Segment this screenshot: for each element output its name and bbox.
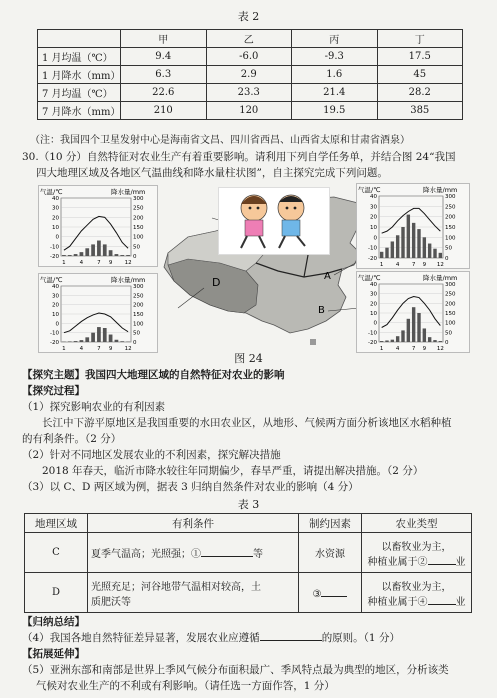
limit-cell bbox=[299, 573, 362, 613]
chart-header-temp: 气温/℃ bbox=[40, 276, 63, 284]
header-region: 地理区域 bbox=[25, 514, 88, 533]
month-tick-label: 7 bbox=[97, 346, 101, 352]
month-tick-label: 9 bbox=[422, 262, 427, 268]
q4-prefix: （4）我国各地自然特征差异显著，发展农业应遵循 bbox=[22, 632, 260, 644]
precip-tick-label: 100 bbox=[445, 320, 456, 327]
region-cell: C bbox=[25, 533, 88, 573]
precip-bar bbox=[407, 215, 410, 258]
precip-tick-label: 50 bbox=[445, 330, 452, 337]
month-tick-label: 4 bbox=[79, 260, 84, 266]
temp-tick-label: 40 bbox=[370, 282, 377, 288]
favorable-cell bbox=[88, 533, 299, 573]
month-tick-label: 7 bbox=[411, 346, 416, 352]
limit-prefix: ③ bbox=[312, 588, 322, 600]
precip-bar bbox=[439, 341, 442, 342]
temp-tick-label: -10 bbox=[368, 245, 377, 252]
agri-type-line1: 以畜牧业为主， bbox=[381, 581, 452, 593]
precip-tick-label: 0 bbox=[445, 256, 449, 262]
table2-header-bing: 丙 bbox=[292, 30, 378, 48]
temp-tick-label: 10 bbox=[52, 225, 59, 231]
month-tick-label: 9 bbox=[108, 260, 113, 266]
precip-tick-label: 300 bbox=[445, 282, 456, 288]
month-tick-label: 1 bbox=[379, 346, 384, 352]
temp-tick-label: 0 bbox=[373, 320, 377, 327]
temp-tick-label: -10 bbox=[50, 330, 59, 337]
favorable-line2: 质肥沃等 bbox=[91, 596, 131, 608]
temperature-line bbox=[382, 297, 441, 328]
header-favorable: 有利条件 bbox=[88, 514, 299, 533]
precip-bar bbox=[91, 244, 95, 256]
table-row bbox=[38, 84, 463, 102]
precip-bar bbox=[115, 340, 119, 342]
chart-header-precip: 降水量/mm bbox=[111, 188, 146, 196]
row-label: 1 月均温（℃） bbox=[38, 48, 121, 66]
precip-tick-label: 200 bbox=[133, 215, 144, 222]
climate-chart-svg bbox=[39, 274, 157, 352]
agri-type-cell bbox=[362, 573, 472, 613]
process-heading: 【探究过程】 bbox=[22, 385, 85, 397]
temp-tick-label: 10 bbox=[370, 311, 377, 317]
precip-tick-label: 200 bbox=[445, 301, 456, 308]
month-tick-label: 9 bbox=[108, 346, 113, 352]
month-tick-label: 9 bbox=[422, 346, 427, 352]
cell: 2.9 bbox=[206, 66, 292, 84]
summary-heading: 【归纳总结】 bbox=[22, 616, 85, 628]
month-tick-label: 1 bbox=[62, 260, 66, 266]
cell: 23.3 bbox=[206, 84, 292, 102]
favorable-text: 夏季气温高；光照强；① bbox=[91, 549, 201, 560]
favorable-suffix: 等 bbox=[253, 549, 263, 560]
temp-tick-label: -20 bbox=[368, 340, 377, 346]
temp-tick-label: 40 bbox=[52, 284, 59, 290]
climate-chart-svg bbox=[357, 184, 469, 268]
precip-tick-label: 300 bbox=[133, 284, 144, 290]
cell: 17.5 bbox=[377, 48, 463, 66]
precip-bar bbox=[433, 340, 436, 342]
precip-tick-label: 200 bbox=[445, 214, 456, 221]
cartoon-kids bbox=[218, 187, 330, 255]
temp-tick-label: 30 bbox=[52, 293, 59, 300]
temp-tick-label: -20 bbox=[368, 256, 377, 262]
precip-bar bbox=[385, 248, 388, 258]
limit-cell: 水资源 bbox=[299, 533, 362, 573]
precip-tick-label: 300 bbox=[133, 196, 144, 202]
precip-bar bbox=[85, 248, 89, 256]
row-label: 1 月降水（mm） bbox=[38, 66, 121, 84]
precip-bar bbox=[97, 327, 101, 342]
temp-tick-label: -10 bbox=[368, 330, 377, 337]
table2-header-jia: 甲 bbox=[121, 30, 207, 48]
q5-line1: （5）亚洲东部和南部是世界上季风气候分布面积最广、季风特点最为典型的地区，分析该类 bbox=[22, 664, 449, 676]
climate-chart-d bbox=[38, 273, 158, 353]
region-label-d bbox=[212, 276, 220, 289]
precip-bar bbox=[126, 255, 130, 256]
climate-chart-svg bbox=[39, 186, 157, 266]
q4-line bbox=[22, 630, 400, 645]
answer-blank-4[interactable] bbox=[428, 594, 456, 605]
precip-bar bbox=[120, 255, 124, 256]
precip-bar bbox=[401, 227, 404, 258]
climate-chart-svg bbox=[357, 272, 469, 352]
month-tick-label: 12 bbox=[124, 346, 132, 352]
precip-tick-label: 100 bbox=[445, 235, 456, 242]
precip-bar bbox=[407, 319, 410, 342]
row-label: 7 月均温（℃） bbox=[38, 84, 121, 102]
precip-bar bbox=[396, 235, 399, 258]
temperature-line bbox=[64, 216, 128, 250]
table-row bbox=[38, 48, 463, 66]
month-tick-label: 12 bbox=[436, 346, 444, 352]
precip-tick-label: 300 bbox=[445, 194, 456, 200]
kids-illustration bbox=[219, 188, 329, 254]
temp-tick-label: 30 bbox=[370, 204, 377, 211]
chart-header-precip: 降水量/mm bbox=[423, 186, 458, 194]
agri-type-prefix: 种植业属于④ bbox=[367, 596, 428, 608]
answer-blank-2[interactable] bbox=[428, 554, 456, 565]
precip-bar bbox=[423, 328, 426, 342]
table-row bbox=[25, 533, 472, 573]
chart-header-temp: 气温/℃ bbox=[358, 274, 381, 282]
month-tick-label: 1 bbox=[379, 262, 384, 268]
cell: 120 bbox=[206, 102, 292, 120]
precip-bar bbox=[109, 250, 113, 256]
precip-bar bbox=[385, 340, 388, 342]
cell: 45 bbox=[377, 66, 463, 84]
cell: 9.4 bbox=[121, 48, 207, 66]
q2-title: （2）针对不同地区发展农业的不利因素，探究解决措施 bbox=[22, 449, 281, 461]
precip-bar bbox=[115, 254, 119, 256]
temp-tick-label: 0 bbox=[373, 235, 377, 242]
climate-chart-c bbox=[38, 185, 158, 267]
cell: 28.2 bbox=[377, 84, 463, 102]
climate-chart-a bbox=[356, 183, 470, 269]
precip-bar bbox=[68, 255, 72, 256]
temp-tick-label: 40 bbox=[52, 196, 59, 202]
precip-tick-label: 100 bbox=[133, 321, 144, 328]
precip-tick-label: 0 bbox=[445, 340, 449, 346]
answer-blank-3[interactable] bbox=[321, 586, 347, 597]
q4-suffix: 的原则。（1 分） bbox=[321, 632, 400, 644]
cell: -9.3 bbox=[292, 48, 378, 66]
precip-bar bbox=[428, 244, 431, 258]
precip-bar bbox=[412, 307, 415, 342]
q1-title: （1）探究影响农业的有利因素 bbox=[22, 401, 166, 413]
table-row bbox=[38, 66, 463, 84]
q1-body-line2: 的有利条件。（2 分） bbox=[22, 433, 122, 445]
chart-header-precip: 降水量/mm bbox=[423, 274, 458, 282]
q1-body-line1: 长江中下游平原地区是我国重要的水田农业区，从地形、气候两方面分析该地区水稻种植 bbox=[42, 417, 452, 429]
chart-header-temp: 气温/℃ bbox=[40, 188, 63, 196]
region-cell: D bbox=[25, 573, 88, 613]
precip-bar bbox=[423, 237, 426, 258]
cell: 385 bbox=[377, 102, 463, 120]
precip-bar bbox=[68, 341, 72, 342]
agri-type-cell bbox=[362, 533, 472, 573]
header-agri-type: 农业类型 bbox=[362, 514, 472, 533]
temp-tick-label: 10 bbox=[370, 225, 377, 231]
precip-bar bbox=[80, 340, 84, 342]
temp-tick-label: -10 bbox=[50, 244, 59, 251]
answer-blank-1[interactable] bbox=[201, 546, 253, 557]
cell: 6.3 bbox=[121, 66, 207, 84]
temp-tick-label: 30 bbox=[370, 291, 377, 298]
precip-bar bbox=[62, 255, 66, 256]
cell: 210 bbox=[121, 102, 207, 120]
row-label: 7 月降水（mm） bbox=[38, 102, 121, 120]
precip-tick-label: 100 bbox=[133, 234, 144, 241]
cell: 22.6 bbox=[121, 84, 207, 102]
cell: 19.5 bbox=[292, 102, 378, 120]
agri-type-suffix: 业 bbox=[455, 556, 466, 568]
q3-title: （3）以 C、D 两区域为例，据表 3 归纳自然条件对农业的影响（4 分） bbox=[22, 481, 359, 493]
precip-tick-label: 50 bbox=[445, 245, 452, 252]
temp-tick-label: 10 bbox=[52, 312, 59, 318]
table3-header-row bbox=[25, 514, 472, 533]
q30-line2: 四大地理区域及各地区气温曲线和降水量柱状图”，自主探究完成下列问题。 bbox=[36, 167, 388, 179]
q30-line1: 30.（10 分）自然特征对农业生产有着重要影响。请利用下列自学任务单，并结合图 24“我国 bbox=[22, 151, 456, 163]
temp-tick-label: 0 bbox=[55, 234, 59, 241]
figure-24 bbox=[38, 183, 466, 351]
q2-body: 2018 年春天，临沂市降水较往年同期偏少，春旱严重，请提出解决措施。（2 分） bbox=[42, 465, 424, 477]
month-tick-label: 7 bbox=[411, 262, 416, 268]
precip-bar bbox=[103, 244, 107, 256]
precip-tick-label: 150 bbox=[445, 225, 456, 231]
table2 bbox=[37, 29, 463, 120]
temperature-line bbox=[64, 313, 128, 333]
table2-note: （注：我国四个卫星发射中心是海南省文昌、四川省西昌、山西省太原和甘肃省酒泉） bbox=[30, 135, 410, 146]
chart-header-temp: 气温/℃ bbox=[358, 186, 381, 194]
table2-caption: 表 2 bbox=[237, 10, 260, 23]
table-row bbox=[25, 573, 472, 613]
precip-bar bbox=[380, 341, 383, 342]
region-label: B bbox=[318, 305, 325, 316]
agri-type-line1: 以畜牧业为主， bbox=[381, 541, 452, 553]
precip-tick-label: 150 bbox=[133, 225, 144, 231]
precip-tick-label: 250 bbox=[445, 291, 456, 298]
temp-tick-label: 20 bbox=[370, 214, 377, 221]
precip-bar bbox=[74, 254, 78, 256]
month-tick-label: 4 bbox=[395, 346, 400, 352]
precip-tick-label: 0 bbox=[133, 340, 137, 346]
month-tick-label: 4 bbox=[79, 346, 84, 352]
temp-tick-label: 0 bbox=[55, 321, 59, 328]
table3-caption: 表 3 bbox=[237, 498, 260, 511]
temperature-line bbox=[382, 208, 441, 233]
month-tick-label: 7 bbox=[97, 260, 101, 266]
precip-bar bbox=[109, 335, 113, 342]
table2-header-ding: 丁 bbox=[377, 30, 463, 48]
agri-type-line2 bbox=[365, 593, 468, 608]
precip-tick-label: 50 bbox=[133, 244, 140, 251]
month-tick-label: 1 bbox=[62, 346, 66, 352]
precip-tick-label: 0 bbox=[133, 254, 137, 260]
precip-bar bbox=[439, 253, 442, 258]
precip-bar bbox=[120, 341, 124, 342]
favorable-line1: 光照充足；河谷地带气温相对较高，土 bbox=[91, 581, 261, 593]
temp-tick-label: 30 bbox=[52, 205, 59, 212]
temp-tick-label: 20 bbox=[52, 302, 59, 309]
region-label: D bbox=[212, 276, 221, 289]
table-row bbox=[38, 102, 463, 120]
precip-bar bbox=[417, 229, 420, 258]
precip-tick-label: 200 bbox=[133, 302, 144, 309]
precip-tick-label: 150 bbox=[133, 312, 144, 318]
answer-blank-q4[interactable] bbox=[260, 630, 322, 641]
precip-bar bbox=[380, 252, 383, 258]
table2-header-row bbox=[38, 30, 463, 48]
precip-tick-label: 250 bbox=[133, 205, 144, 212]
header-limit: 制约因素 bbox=[299, 514, 362, 533]
q5-line2: 气候对农业生产的不利或有利影响。（请任选一方面作答，1 分） bbox=[36, 680, 335, 692]
sea-island bbox=[310, 339, 316, 345]
precip-bar bbox=[428, 337, 431, 342]
chart-header-precip: 降水量/mm bbox=[111, 276, 146, 284]
month-tick-label: 12 bbox=[124, 260, 132, 266]
precip-bar bbox=[433, 249, 436, 258]
temp-tick-label: 40 bbox=[370, 194, 377, 200]
cell: -6.0 bbox=[206, 48, 292, 66]
region-label-b bbox=[318, 305, 325, 316]
precip-bar bbox=[74, 341, 78, 342]
month-tick-label: 12 bbox=[436, 262, 444, 268]
table2-header-yi: 乙 bbox=[206, 30, 292, 48]
precip-bar bbox=[391, 340, 394, 342]
precip-bar bbox=[91, 333, 95, 342]
precip-bar bbox=[417, 313, 420, 342]
temp-tick-label: 20 bbox=[370, 301, 377, 308]
table2-header-blank bbox=[38, 30, 121, 48]
precip-bar bbox=[391, 241, 394, 258]
figure-24-caption: 图 24 bbox=[234, 352, 263, 365]
climate-chart-b bbox=[356, 271, 470, 353]
cell: 21.4 bbox=[292, 84, 378, 102]
precip-tick-label: 250 bbox=[133, 293, 144, 300]
month-tick-label: 4 bbox=[395, 262, 400, 268]
temp-tick-label: -20 bbox=[50, 340, 59, 346]
precip-tick-label: 150 bbox=[445, 311, 456, 317]
agri-type-suffix: 业 bbox=[455, 596, 466, 608]
favorable-cell bbox=[88, 573, 299, 613]
precip-bar bbox=[396, 336, 399, 342]
region-label: A bbox=[324, 271, 331, 282]
extension-heading: 【拓展延伸】 bbox=[22, 648, 85, 660]
precip-bar bbox=[412, 223, 415, 258]
agri-type-line2 bbox=[365, 553, 468, 568]
precip-bar bbox=[80, 252, 84, 256]
theme-heading: 【探究主题】我国四大地理区域的自然特征对农业的影响 bbox=[22, 369, 285, 381]
temp-tick-label: 20 bbox=[52, 215, 59, 222]
temp-tick-label: -20 bbox=[50, 254, 59, 260]
precip-bar bbox=[97, 241, 101, 256]
table3 bbox=[24, 513, 472, 613]
precip-bar bbox=[401, 330, 404, 342]
cell: 1.6 bbox=[292, 66, 378, 84]
agri-type-prefix: 种植业属于② bbox=[367, 556, 428, 568]
precip-tick-label: 250 bbox=[445, 204, 456, 211]
precip-tick-label: 50 bbox=[133, 330, 140, 337]
region-label-a bbox=[324, 271, 331, 282]
precip-bar bbox=[85, 337, 89, 342]
precip-bar bbox=[103, 328, 107, 342]
